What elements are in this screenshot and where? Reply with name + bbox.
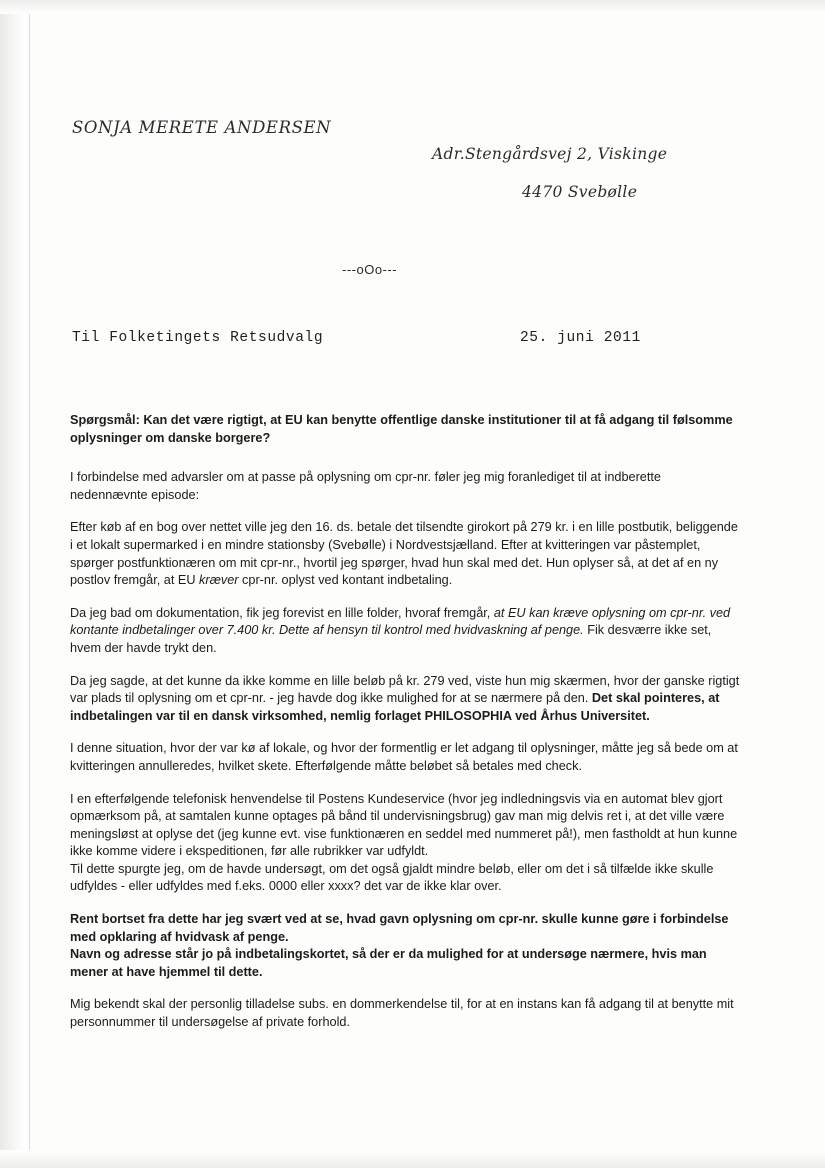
letter-date: 25. juni 2011 bbox=[520, 330, 641, 346]
paragraph-4-head: Da jeg sagde, at det kunne da ikke komme en lille beløb på kr. 279 ved, viste hun mig skærmen, hvor der ganske rigtigt var plads til oplysning om et cpr-nr. - jeg havde dog ikke mulighed for at se nærmere på den. bbox=[70, 673, 740, 706]
paragraph-2-text: Efter køb af en bog over nettet ville jeg den 16. ds. betale det tilsendte girokort på 279 kr. i en lille postbutik, beliggende i et lokalt supermarked i en mindre stationsby (Svebølle) i Nordvestsjælland. Efter at kvitteringen var påstemplet, spørger postfunktionæren om mit cpr-nr., hvortil jeg spørger, hvad hun skal med det. Hun oplyser så, at det af en ny postlov fremgår, at EU bbox=[70, 520, 738, 588]
paragraph-4-bold: Det skal pointeres, at indbetalingen var til en dansk virksomhed, nemlig forlaget PHILOSOPHIA ved Århus Universitet. bbox=[70, 691, 720, 723]
paragraph-2-emphasis: kræver bbox=[199, 573, 239, 588]
paragraph-3 bbox=[70, 605, 740, 658]
paragraph-3-tail: Fik desværre ikke set, hvem der havde trykt den. bbox=[70, 623, 712, 655]
section-separator: ---oOo--- bbox=[342, 262, 398, 277]
paragraph-6: I en efterfølgende telefonisk henvendelse til Postens Kundeservice (hvor jeg indledningsvis via en automat blev gjort opmærksom på, at samtalen kunne optages på bånd til undervisningsbrug) gav man mig delvis ret i, at det ville være meningsløst at oplyse det (jeg kunne evt. vise funktionæren en seddel med nummeret på!), men fastholdt at hun kunne ikke komme videre i ekspeditionen, før alle rubrikker var udfyldt. bbox=[70, 791, 738, 859]
recipient-line: Til Folketingets Retsudvalg bbox=[72, 330, 324, 346]
paragraph-2-text-tail: cpr-nr. oplyst ved kontant indbetaling. bbox=[238, 573, 453, 588]
paragraph-2 bbox=[70, 519, 740, 589]
paragraph-10: Mig bekendt skal der personlig tilladelse subs. en dommerkendelse til, for at en instans kan få adgang til at benytte mit personnummer til undersøgelse af private forhold. bbox=[70, 997, 734, 1030]
sender-address-line-2: 4470 Svebølle bbox=[522, 183, 638, 201]
paragraph-8: Rent bortset fra dette har jeg svært ved at se, hvad gavn oplysning om cpr-nr. skulle kunne gøre i forbindelse med opklaring af hvidvask af penge. bbox=[70, 912, 729, 944]
paragraph-4 bbox=[70, 673, 740, 726]
paragraph-1: I forbindelse med advarsler om at passe på oplysning om cpr-nr. føler jeg mig foranlediget til at indberette nedennævnte episode: bbox=[70, 470, 661, 502]
paragraph-9: Navn og adresse står jo på indbetalingskortet, så der er da mulighed for at undersøge nærmere, hvis man mener at have hjemmel til dette. bbox=[70, 947, 707, 979]
paragraph-5: I denne situation, hvor der var kø af lokale, og hvor der formentlig er let adgang til oplysninger, måtte jeg så bede om at kvitteringen annulleredes, hvilket skete. Efterfølgende måtte beløbet så betales med check. bbox=[70, 741, 738, 773]
paragraph-3-head: Da jeg bad om dokumentation, fik jeg forevist en lille folder, hvoraf fremgår, bbox=[70, 605, 494, 620]
question-heading: Spørgsmål: Kan det være rigtigt, at EU kan benytte offentlige danske institutioner til at få adgang til følsomme oplysninger om danske borgere? bbox=[70, 413, 733, 445]
paragraph-3-emphasis: at EU kan kræve oplysning om cpr-nr. ved kontante indbetalinger over 7.400 kr. Dette af hensyn til kontrol med hvidvaskning af penge. bbox=[70, 605, 731, 638]
paragraph-7: Til dette spurgte jeg, om de havde undersøgt, om det også gjaldt mindre beløb, eller om det i så tilfælde ikke skulle udfyldes - eller udfyldes med f.eks. 0000 eller xxxx? det var de ikke klar over. bbox=[70, 861, 714, 894]
letter-body bbox=[70, 412, 740, 1047]
sender-name: SONJA MERETE ANDERSEN bbox=[72, 118, 332, 137]
sender-address-line-1: Adr.Stengårdsvej 2, Viskinge bbox=[432, 145, 668, 163]
